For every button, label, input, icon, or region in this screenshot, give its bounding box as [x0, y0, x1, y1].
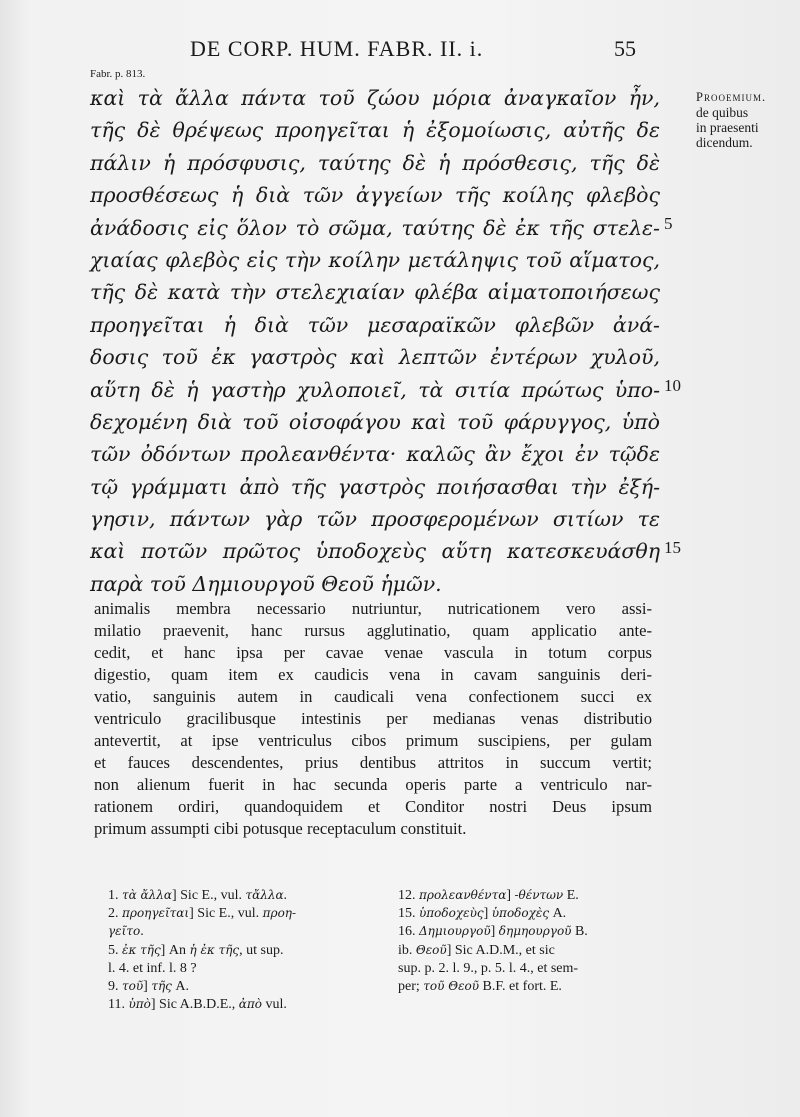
note-line: per; τοῦ Θεοῦ B.F. et fort. E.	[398, 978, 562, 994]
note-line: 1. τὰ ἄλλα] Sic E., vul. τἄλλα.	[108, 888, 288, 903]
greek-line: γησιν, πάντων γὰρ τῶν προσφερομένων σιτίων τε	[90, 507, 660, 532]
note-line: 9. τοῦ] τῆς A.	[108, 978, 190, 994]
greek-line: προσθέσεως ἡ διὰ τῶν ἀγγείων τῆς κοίλης φλεβὸς	[90, 183, 660, 208]
margin-note-line: dicendum.	[696, 135, 753, 150]
latin-translation	[94, 598, 652, 840]
margin-note-heading: Prooemium.	[696, 90, 767, 104]
latin-line: et fauces descendentes, prius dentibus attritos in succum vertit;	[94, 753, 652, 772]
note-line: 5. ἐκ τῆς] An ἡ ἐκ τῆς, ut sup.	[108, 942, 284, 958]
greek-line: προηγεῖται ἡ διὰ τῶν μεσαραϊκῶν φλεβῶν ἀνά-	[90, 312, 660, 337]
greek-line: δοσις τοῦ ἐκ γαστρὸς καὶ λεπτῶν ἐντέρων χυλοῦ,	[90, 345, 660, 370]
greek-line: πάλιν ἡ πρόσφυσις, ταύτης δὲ ἡ πρόσθεσις, τῆς δὲ	[90, 150, 660, 175]
note-line: 16. Δημιουργοῦ] δημηουργοῦ B.	[398, 924, 588, 940]
latin-line: rationem ordiri, quandoquidem et Conditor nostri Deus ipsum	[94, 797, 652, 816]
line-number: 15	[664, 538, 681, 557]
greek-line: τῶν ὀδόντων προλεανθέντα· καλῶς ἂν ἔχοι ἐν τῷδε	[90, 442, 660, 467]
greek-line: αὕτη δὲ ἡ γαστὴρ χυλοποιεῖ, τὰ σιτία πρώτως ὑπο-	[90, 377, 660, 402]
latin-line: primum assumpti cibi potusque receptaculum constituit.	[94, 819, 467, 838]
line-number: 10	[664, 376, 681, 395]
greek-line: καὶ τὰ ἄλλα πάντα τοῦ ζώου μόρια ἀναγκαῖον ἦν,	[90, 86, 660, 110]
note-line: sup. p. 2. l. 9., p. 5. l. 4., et sem-	[398, 960, 579, 976]
note-line: 2. προηγεῖται] Sic E., vul. προη-	[108, 906, 297, 922]
note-line: ib. Θεοῦ] Sic A.D.M., et sic	[398, 942, 555, 958]
note-line: 12. προλεανθέντα] -θέντων E.	[398, 888, 579, 903]
latin-line: antevertit, at ipse ventriculus cibos primum suscipiens, per gulam	[94, 731, 652, 750]
latin-line: ventriculo gracilibusque intestinis per medianas venas distributio	[94, 709, 652, 728]
note-line: γεῖτο.	[108, 924, 144, 940]
margin-note	[696, 90, 796, 150]
margin-note-line: in praesenti	[696, 120, 759, 135]
greek-line: ἀνάδοσις εἰς ὅλον τὸ σῶμα, ταύτης δὲ ἐκ τῆς στελε-	[90, 215, 660, 240]
running-head: DE CORP. HUM. FABR. II. i.	[190, 36, 484, 61]
greek-line: καὶ ποτῶν πρῶτος ὑποδοχεὺς αὕτη κατεσκευάσθη	[90, 539, 660, 564]
latin-line: vatio, sanguinis autem in caudicali vena confectionem succi ex	[94, 687, 652, 706]
page-number: 55	[614, 36, 636, 61]
fabrica-reference: Fabr. p. 813.	[90, 68, 146, 80]
critical-notes-right	[398, 886, 656, 995]
greek-text-block	[90, 82, 660, 600]
latin-line: cedit, et hanc ipsa per cavae venae vascula in totum corpus	[94, 643, 652, 662]
greek-line: τῷ γράμματι ἀπὸ τῆς γαστρὸς ποιήσασθαι τὴν ἐξή-	[90, 474, 660, 499]
greek-line: παρὰ τοῦ Δημιουργοῦ Θεοῦ ἡμῶν.	[90, 571, 442, 596]
critical-notes-left	[108, 886, 360, 1013]
note-line: 11. ὑπὸ] Sic A.B.D.E., ἀπὸ vul.	[108, 997, 287, 1013]
latin-line: digestio, quam item ex caudicis vena in cavam sanguinis deri-	[94, 665, 652, 684]
greek-line: τῆς δὲ θρέψεως προηγεῖται ἡ ἐξομοίωσις, αὐτῆς δε	[90, 118, 660, 143]
note-line: 15. ὑποδοχεὺς] ὑποδοχὲς A.	[398, 906, 567, 922]
greek-line: τῆς δὲ κατὰ τὴν στελεχιαίαν φλέβα αἱματοποιήσεως	[90, 280, 660, 305]
latin-line: milatio praevenit, hanc rursus agglutinatio, quam applicatio ante-	[94, 621, 652, 640]
greek-line: χιαίας φλεβὸς εἰς τὴν κοίλην μετάληψις τοῦ αἵματος,	[90, 247, 660, 272]
line-number: 5	[664, 214, 673, 233]
latin-line: animalis membra necessario nutriuntur, nutricationem vero assi-	[94, 599, 652, 618]
margin-note-line: de quibus	[696, 105, 749, 120]
greek-line: δεχομένη διὰ τοῦ οἰσοφάγου καὶ τοῦ φάρυγγος, ὑπὸ	[90, 409, 660, 434]
latin-line: non alienum fuerit in hac secunda operis parte a ventriculo nar-	[94, 775, 652, 794]
note-line: l. 4. et inf. l. 8 ?	[108, 960, 197, 976]
